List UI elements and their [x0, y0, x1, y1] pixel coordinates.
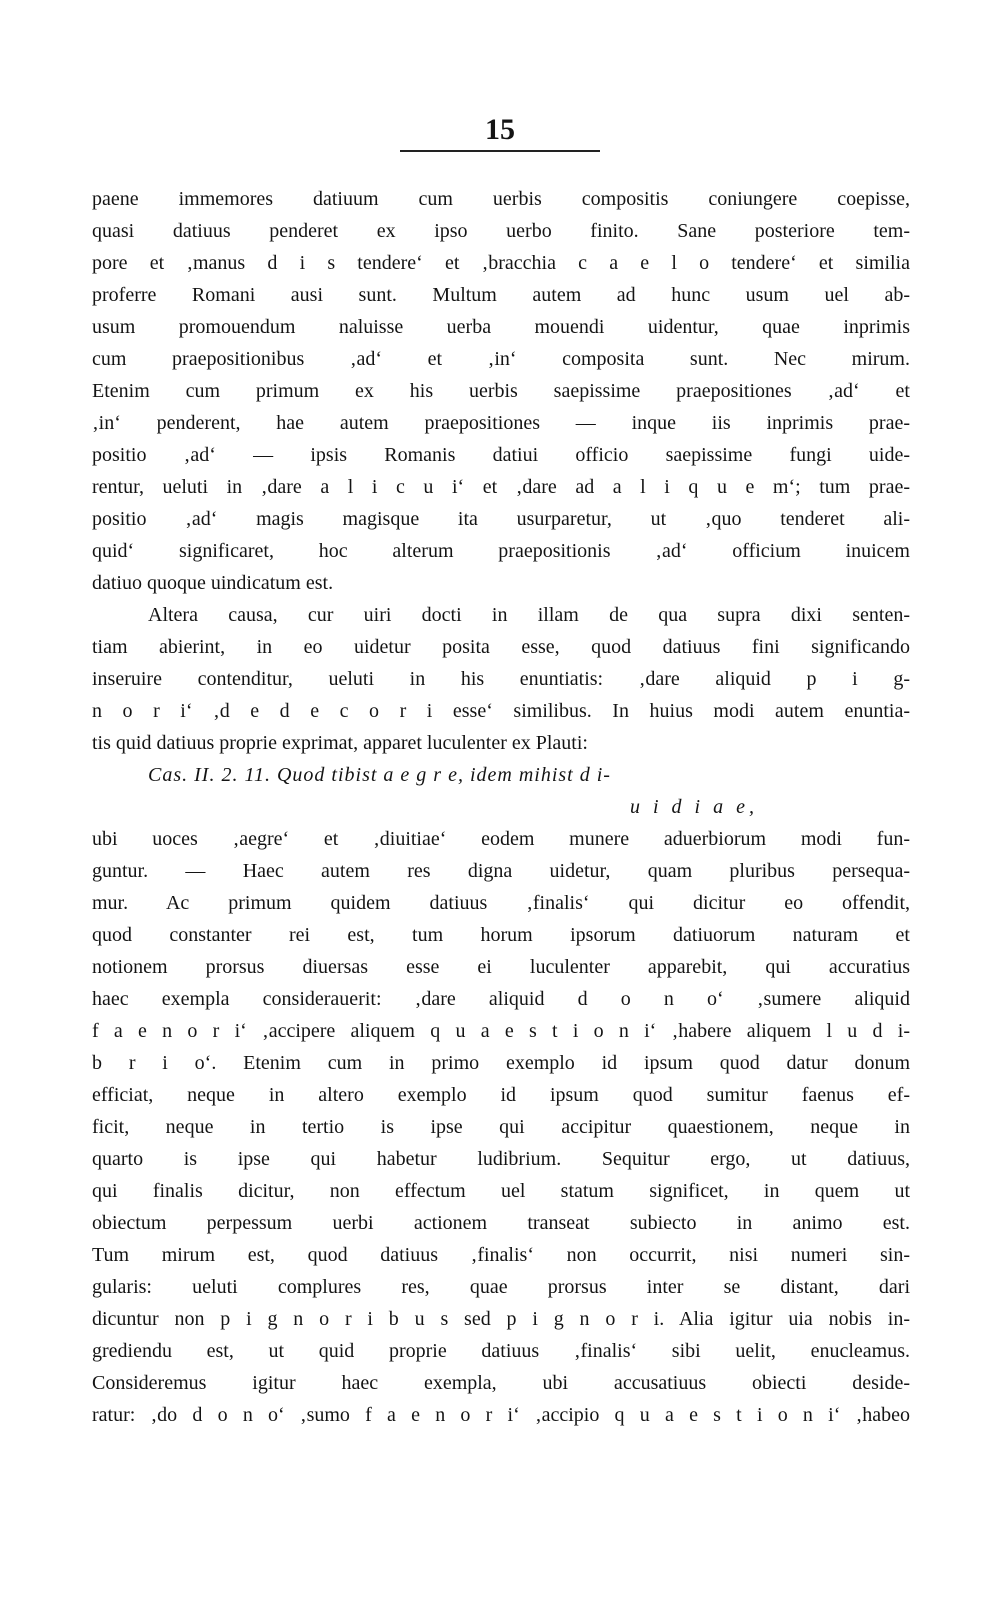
- text-line: f a e n o r i‘ ‚accipere aliquem q u a e s t i o n i‘ ‚habere aliquem l u d i-: [92, 1020, 910, 1042]
- text-line: rentur, ueluti in ‚dare a l i c u i‘ et ‚dare ad a l i q u e m‘; tum prae-: [92, 476, 910, 498]
- citation-line: u i d i a e,: [630, 796, 758, 818]
- text-line: mur. Ac primum quidem datiuus ‚finalis‘ qui dicitur eo offendit,: [92, 892, 910, 914]
- text-line: tis quid datiuus proprie exprimat, apparet luculenter ex Plauti:: [92, 732, 588, 754]
- text-line: ‚in‘ penderent, hae autem praepositiones — inque iis inprimis prae-: [92, 412, 910, 434]
- text-line: dicuntur non p i g n o r i b u s sed p i g n o r i. Alia igitur uia nobis in-: [92, 1308, 910, 1330]
- text-line: quarto is ipse qui habetur ludibrium. Sequitur ergo, ut datiuus,: [92, 1148, 910, 1170]
- text-line: positio ‚ad‘ magis magisque ita usurparetur, ut ‚quo tenderet ali-: [92, 508, 910, 530]
- text-line: pore et ‚manus d i s tendere‘ et ‚bracchia c a e l o tendere‘ et similia: [92, 252, 910, 274]
- citation-line: Cas. II. 2. 11. Quod tibist a e g r e, idem mihist d i-: [148, 764, 611, 786]
- text-line: b r i o‘. Etenim cum in primo exemplo id ipsum quod datur donum: [92, 1052, 910, 1074]
- text-line: guntur. — Haec autem res digna uidetur, quam pluribus persequa-: [92, 860, 910, 882]
- text-line: inseruire contenditur, ueluti in his enuntiatis: ‚dare aliquid p i g-: [92, 668, 910, 690]
- text-line: tiam abierint, in eo uidetur posita esse, quod datiuus fini significando: [92, 636, 910, 658]
- text-line: quasi datiuus penderet ex ipso uerbo finito. Sane posteriore tem-: [92, 220, 910, 242]
- text-line: obiectum perpessum uerbi actionem transeat subiecto in animo est.: [92, 1212, 910, 1234]
- text-line: gularis: ueluti complures res, quae prorsus inter se distant, dari: [92, 1276, 910, 1298]
- text-line: Altera causa, cur uiri docti in illam de qua supra dixi senten-: [148, 604, 910, 626]
- text-line: Etenim cum primum ex his uerbis saepissime praepositiones ‚ad‘ et: [92, 380, 910, 402]
- page-number: 15: [485, 113, 515, 146]
- text-line: ratur: ‚do d o n o‘ ‚sumo f a e n o r i‘ ‚accipio q u a e s t i o n i‘ ‚habeo: [92, 1404, 910, 1426]
- text-line: grediendu est, ut quid proprie datiuus ‚finalis‘ sibi uelit, enucleamus.: [92, 1340, 910, 1362]
- text-line: usum promouendum naluisse uerba mouendi uidentur, quae inprimis: [92, 316, 910, 338]
- text-line: datiuo quoque uindicatum est.: [92, 572, 334, 594]
- text-line: notionem prorsus diuersas esse ei luculenter apparebit, qui accuratius: [92, 956, 910, 978]
- text-line: ficit, neque in tertio is ipse qui accipitur quaestionem, neque in: [92, 1116, 910, 1138]
- text-line: qui finalis dicitur, non effectum uel statum significet, in quem ut: [92, 1180, 910, 1202]
- text-line: paene immemores datiuum cum uerbis compositis coniungere coepisse,: [92, 188, 910, 210]
- text-line: quod constanter rei est, tum horum ipsorum datiuorum naturam et: [92, 924, 910, 946]
- text-line: haec exempla considerauerit: ‚dare aliquid d o n o‘ ‚sumere aliquid: [92, 988, 910, 1010]
- text-line: n o r i‘ ‚d e d e c o r i esse‘ similibus. In huius modi autem enuntia-: [92, 700, 910, 722]
- text-line: cum praepositionibus ‚ad‘ et ‚in‘ composita sunt. Nec mirum.: [92, 348, 910, 370]
- body-text: [92, 183, 910, 1431]
- text-line: proferre Romani ausi sunt. Multum autem ad hunc usum uel ab-: [92, 284, 910, 306]
- text-line: quid‘ significaret, hoc alterum praepositionis ‚ad‘ officium inuicem: [92, 540, 910, 562]
- text-line: Tum mirum est, quod datiuus ‚finalis‘ non occurrit, nisi numeri sin-: [92, 1244, 910, 1266]
- text-line: efficiat, neque in altero exemplo id ipsum quod sumitur faenus ef-: [92, 1084, 910, 1106]
- text-line: Consideremus igitur haec exempla, ubi accusatiuus obiecti deside-: [92, 1372, 910, 1394]
- text-line: positio ‚ad‘ — ipsis Romanis datiui officio saepissime fungi uide-: [92, 444, 910, 466]
- header-rule: [400, 150, 600, 152]
- text-line: ubi uoces ‚aegre‘ et ‚diuitiae‘ eodem munere aduerbiorum modi fun-: [92, 828, 910, 850]
